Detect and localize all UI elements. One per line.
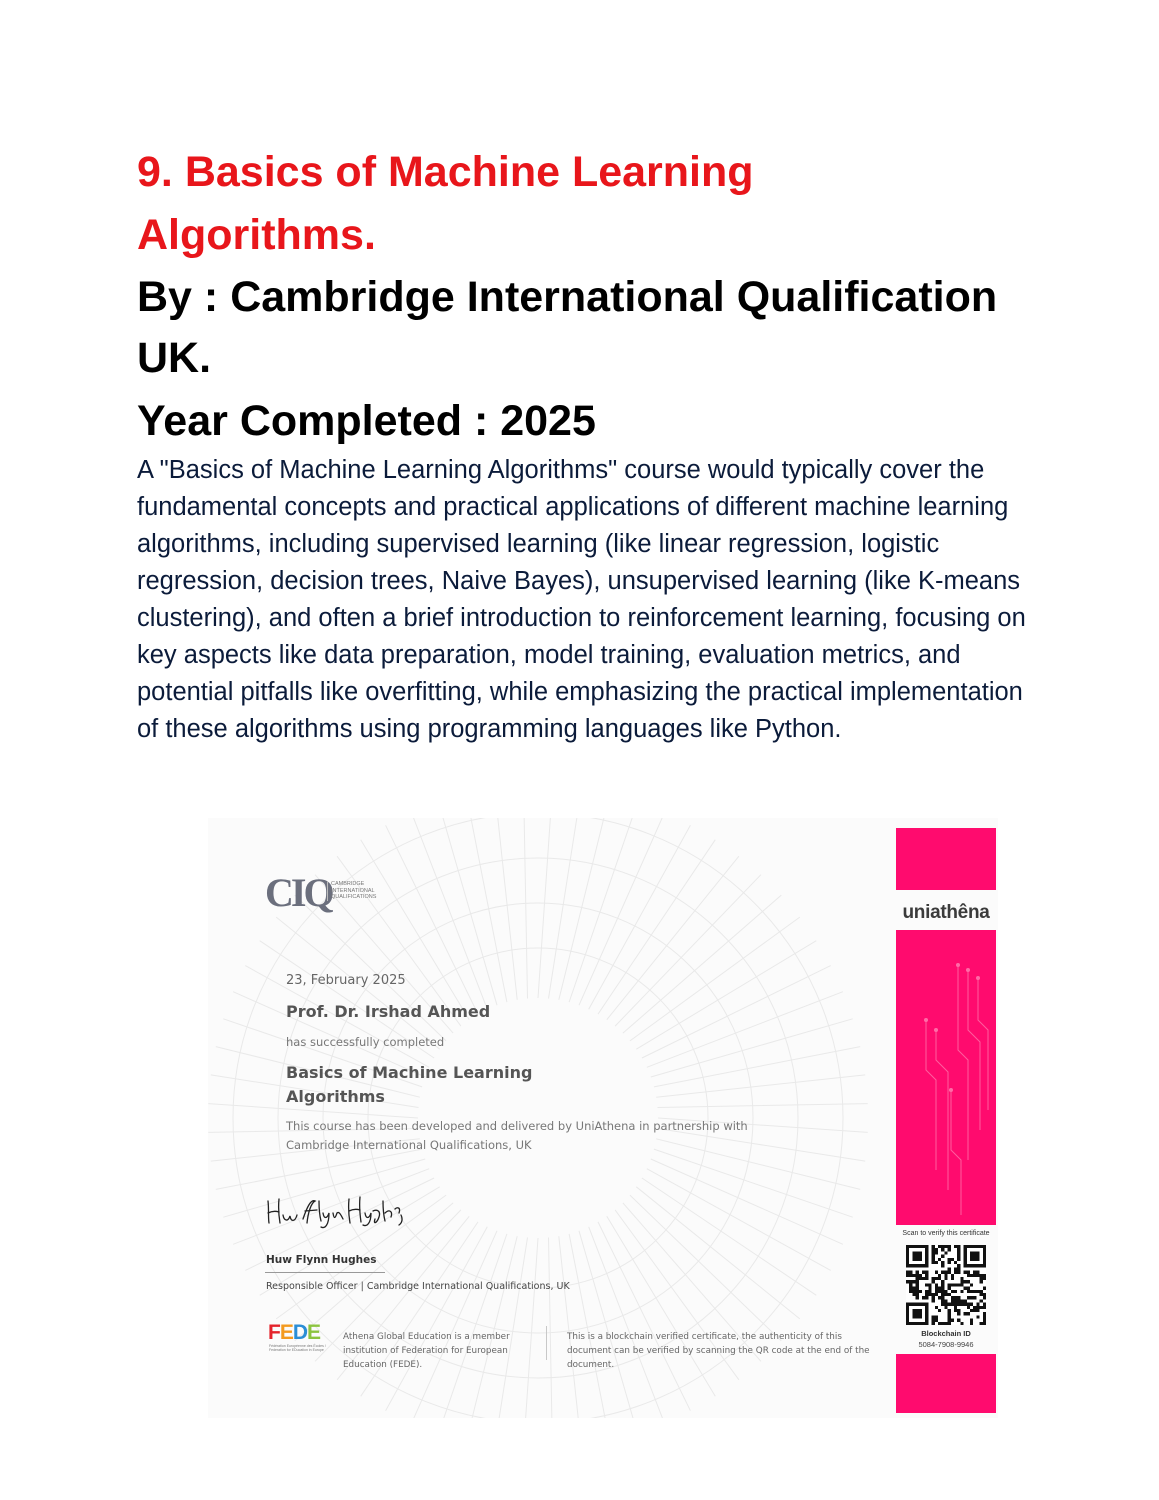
- ciq-logo-text: CAMBRIDGE INTERNATIONAL QUALIFICATIONS: [327, 881, 376, 901]
- blockchain-statement: This is a blockchain verified certificate, the authenticity of this document can be verified by scanning the QR code at the end of the document.: [567, 1332, 870, 1370]
- footer-divider: [546, 1326, 547, 1360]
- blockchain-id-label: Blockchain ID: [921, 1329, 971, 1338]
- circuit-pattern: [896, 930, 996, 1225]
- signer-role: Responsible Officer | Cambridge International Qualifications, UK: [266, 1281, 570, 1292]
- blockchain-id: 5084-7908-9946: [918, 1340, 974, 1349]
- course-title-line1: 9. Basics of Machine Learning: [137, 148, 754, 196]
- course-title-line2: Algorithms.: [137, 211, 376, 259]
- fede-membership-statement: Athena Global Education is a member institution of Federation for European Education (FEDE).: [343, 1332, 510, 1370]
- scan-label: Scan to verify this certificate: [902, 1230, 990, 1237]
- course-description: A "Basics of Machine Learning Algorithms" course would typically cover the fundamental concepts and practical applications of different machine learning algorithms, including supervised learning (like linear regression, logistic regression, decision trees, Naive Bayes), unsupervised learning (like K-means clustering), and often a brief introduction to reinforcement learning, focusing on key aspects like data preparation, model training, evaluation metrics, and potential pitfalls like overfitting, while emphasizing the practical implementation of these algorithms using programming languages like Python.: [137, 456, 1026, 743]
- uniathena-logo: uniathêna: [902, 902, 990, 923]
- year-completed: Year Completed : 2025: [137, 397, 596, 445]
- pink-band-middle: [896, 930, 996, 1225]
- certificate-course-title: Basics of Machine Learning Algorithms: [286, 1063, 533, 1106]
- pink-band-top: [896, 828, 996, 890]
- recipient-name: Prof. Dr. Irshad Ahmed: [286, 1002, 491, 1021]
- completion-statement: has successfully completed: [286, 1035, 445, 1049]
- signer-name: Huw Flynn Hughes: [266, 1254, 377, 1266]
- qr-code-icon[interactable]: [906, 1245, 986, 1325]
- ciq-logo-letters: CIQ: [265, 870, 332, 915]
- partnership-statement: This course has been developed and delivered by UniAthena in partnership with Cambridge International Qualifications, UK: [286, 1119, 748, 1152]
- fede-logo-letters: FEDE: [268, 1321, 321, 1344]
- provider-line1: By : Cambridge International Qualification: [137, 273, 998, 321]
- fede-logo: [268, 1321, 330, 1353]
- provider-line2: UK.: [137, 334, 212, 382]
- certificate-date: 23, February 2025: [286, 973, 406, 988]
- certificate-image: [208, 818, 998, 1418]
- signature-line: [265, 1272, 385, 1273]
- fede-logo-subtext: Fédération Européenne des Écoles / Federation for EDucation in Europe: [269, 1344, 326, 1352]
- ciq-logo: [265, 872, 395, 914]
- pink-band-bottom: [896, 1354, 996, 1413]
- handwritten-signature: [263, 1189, 413, 1229]
